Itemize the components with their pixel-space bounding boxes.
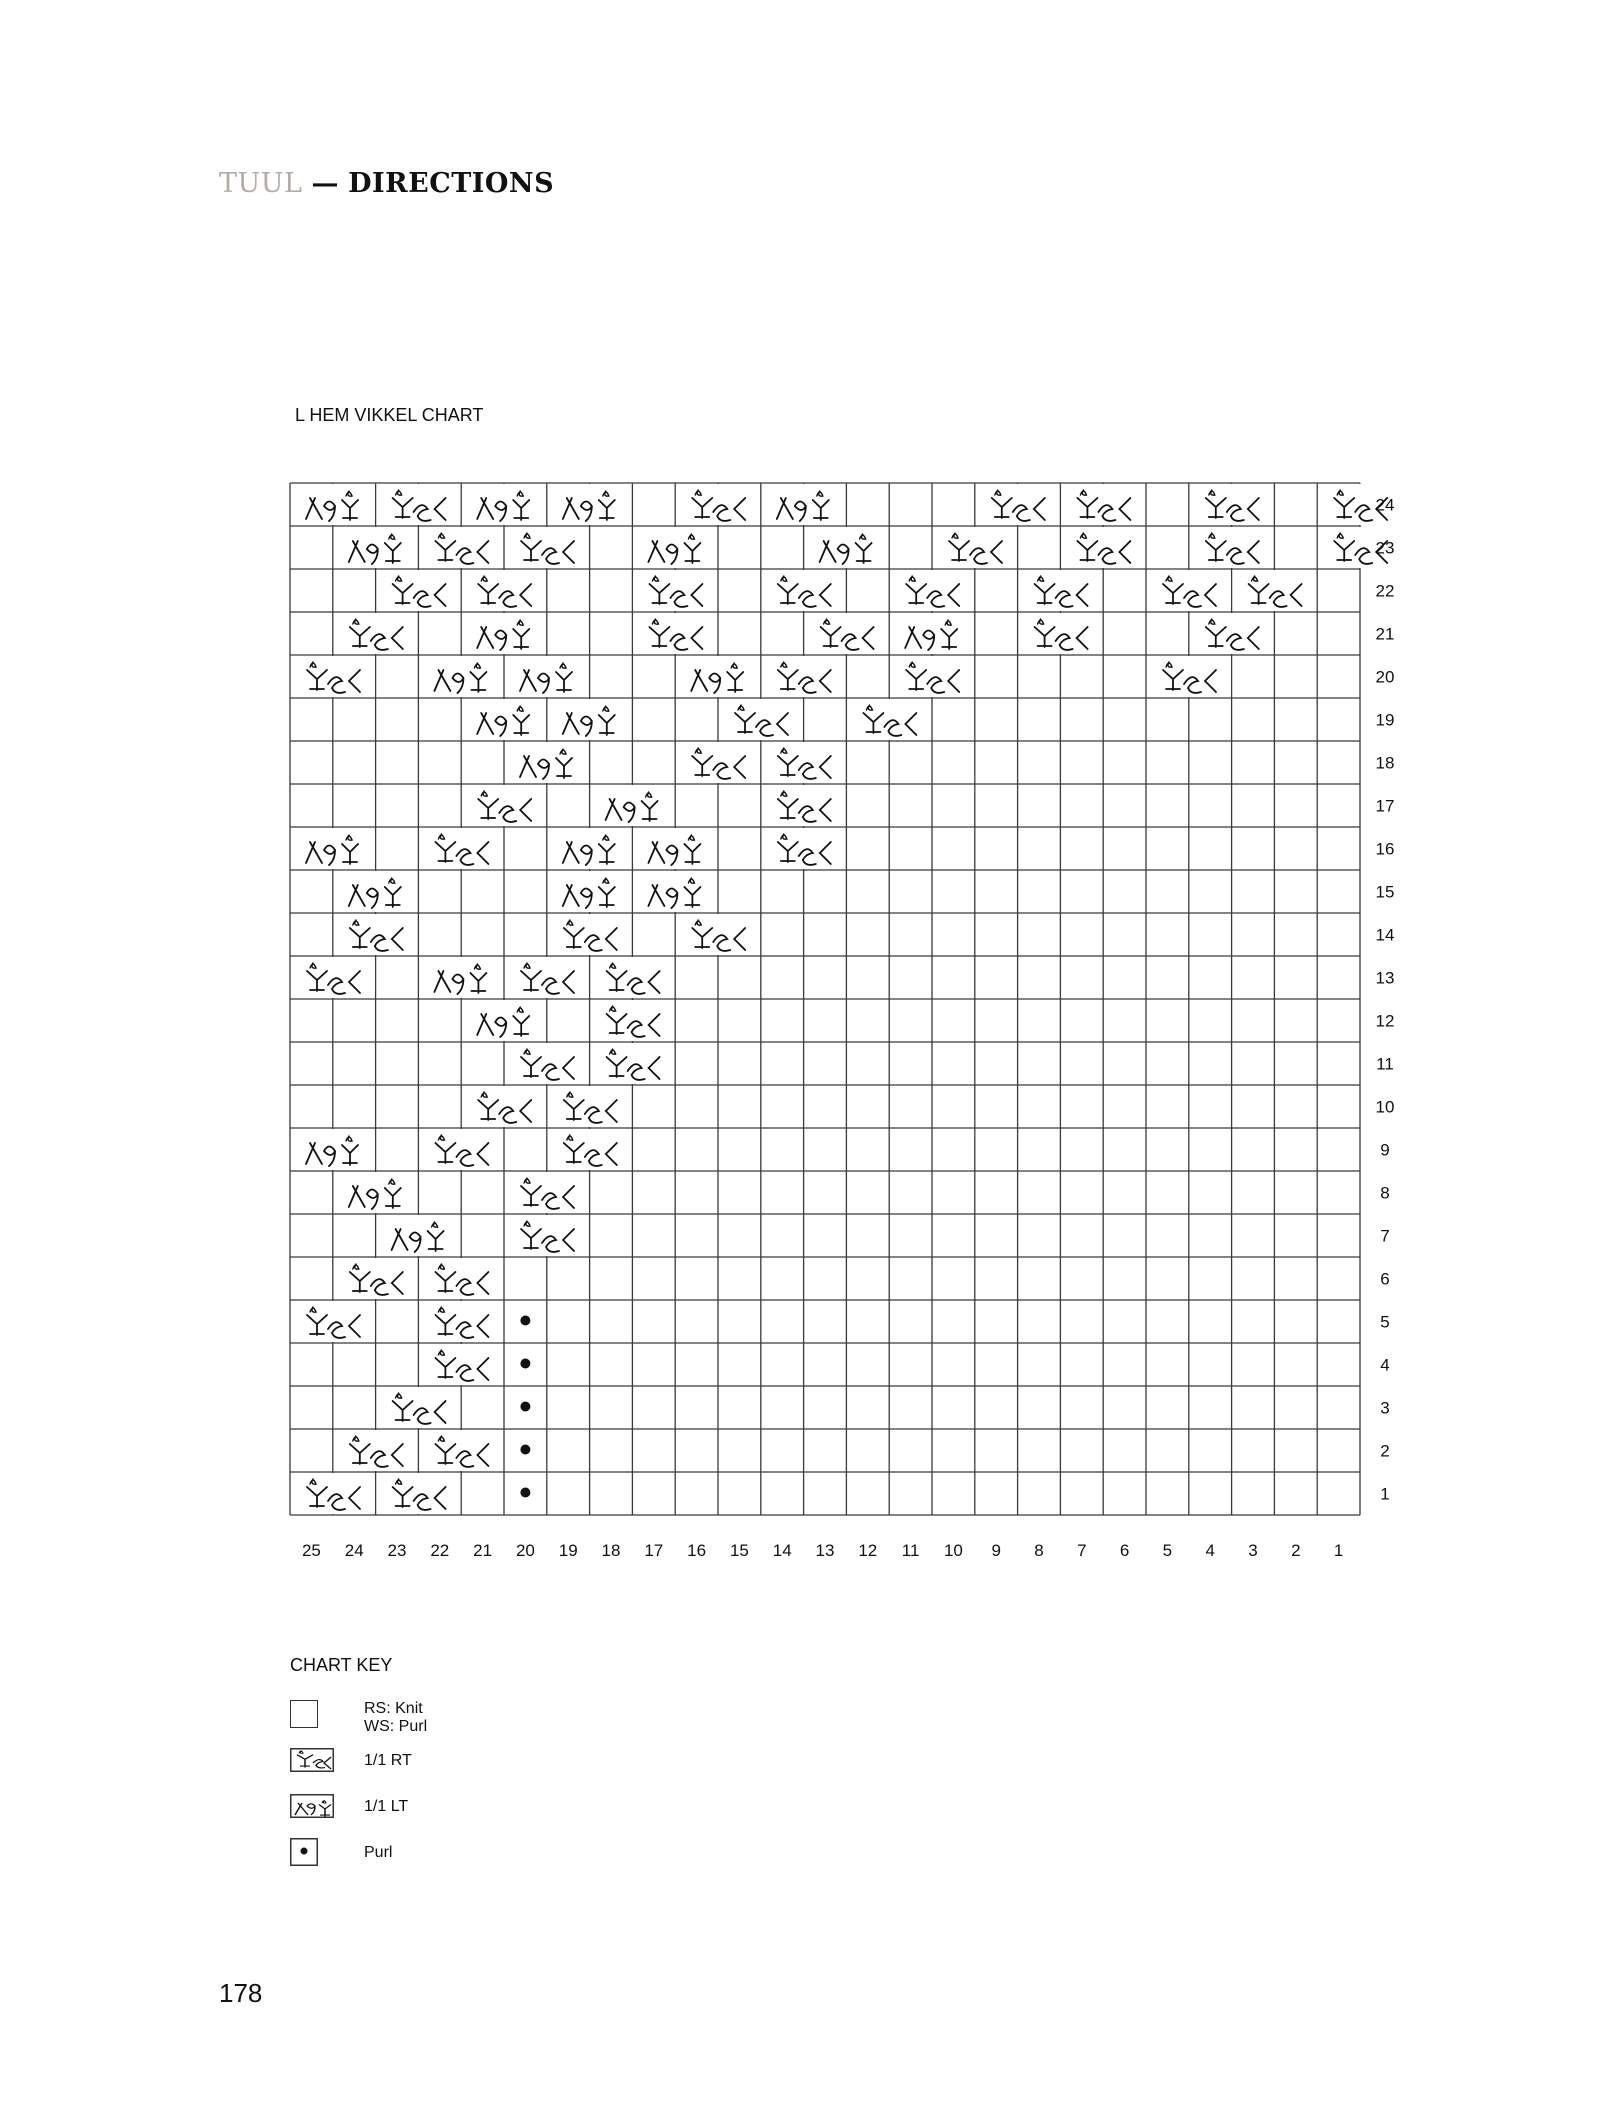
right-twist-symbol-icon bbox=[290, 1748, 334, 1772]
row-label: 11 bbox=[1376, 1054, 1394, 1074]
row-label: 16 bbox=[1375, 839, 1395, 859]
page-number: 178 bbox=[219, 1978, 263, 2008]
left-twist-symbol-icon bbox=[290, 1794, 334, 1818]
chart-title: L HEM VIKKEL CHART bbox=[295, 405, 484, 425]
purl-symbol bbox=[520, 1445, 530, 1455]
row-label: 19 bbox=[1375, 710, 1395, 730]
column-label: 8 bbox=[1034, 1541, 1044, 1560]
purl-symbol bbox=[520, 1316, 530, 1326]
row-label: 9 bbox=[1380, 1140, 1390, 1160]
chart-key-title: CHART KEY bbox=[290, 1655, 393, 1675]
header-dash: — bbox=[311, 168, 340, 199]
row-label: 7 bbox=[1380, 1226, 1390, 1246]
column-label: 25 bbox=[301, 1541, 321, 1560]
key-label-lt: 1/1 LT bbox=[364, 1798, 409, 1815]
row-label: 2 bbox=[1380, 1441, 1390, 1461]
row-label: 6 bbox=[1380, 1269, 1390, 1289]
column-label: 24 bbox=[344, 1541, 364, 1560]
column-label: 23 bbox=[387, 1541, 407, 1560]
row-label: 8 bbox=[1380, 1183, 1390, 1203]
section-title: DIRECTIONS bbox=[348, 168, 555, 199]
column-label: 9 bbox=[991, 1541, 1001, 1560]
column-label: 22 bbox=[430, 1541, 450, 1560]
row-label: 10 bbox=[1375, 1097, 1395, 1117]
column-label: 20 bbox=[515, 1541, 535, 1560]
key-label-rt: 1/1 RT bbox=[364, 1752, 412, 1769]
row-label: 12 bbox=[1375, 1011, 1395, 1031]
row-label: 1 bbox=[1380, 1484, 1390, 1504]
row-label: 23 bbox=[1375, 538, 1395, 558]
row-label: 20 bbox=[1375, 667, 1395, 687]
row-label: 21 bbox=[1375, 624, 1395, 644]
row-label: 14 bbox=[1375, 925, 1395, 945]
key-label-ws: WS: Purl bbox=[364, 1718, 428, 1735]
column-label: 17 bbox=[644, 1541, 664, 1560]
column-label: 14 bbox=[772, 1541, 792, 1560]
column-label: 1 bbox=[1333, 1541, 1344, 1560]
column-label: 16 bbox=[687, 1541, 707, 1560]
row-label: 4 bbox=[1380, 1355, 1390, 1375]
row-label: 3 bbox=[1380, 1398, 1390, 1418]
column-label: 19 bbox=[558, 1541, 578, 1560]
row-label: 22 bbox=[1375, 581, 1395, 601]
column-label: 18 bbox=[601, 1541, 621, 1560]
row-label: 17 bbox=[1375, 796, 1395, 816]
row-label: 24 bbox=[1375, 495, 1395, 515]
purl-symbol-icon bbox=[290, 1838, 318, 1866]
column-label: 21 bbox=[473, 1541, 493, 1560]
column-label: 4 bbox=[1205, 1541, 1215, 1560]
column-label: 10 bbox=[943, 1541, 963, 1560]
key-label-rs: RS: Knit bbox=[364, 1700, 423, 1717]
column-label: 2 bbox=[1291, 1541, 1301, 1560]
column-label: 7 bbox=[1077, 1541, 1087, 1560]
knit-symbol-icon bbox=[290, 1700, 318, 1728]
column-label: 13 bbox=[815, 1541, 835, 1560]
row-label: 15 bbox=[1375, 882, 1395, 902]
column-label: 5 bbox=[1162, 1541, 1173, 1560]
column-label: 11 bbox=[901, 1541, 920, 1560]
purl-symbol bbox=[520, 1359, 530, 1369]
column-label: 15 bbox=[729, 1541, 749, 1560]
row-label: 13 bbox=[1375, 968, 1395, 988]
column-label: 3 bbox=[1248, 1541, 1258, 1560]
column-label: 12 bbox=[858, 1541, 878, 1560]
purl-symbol bbox=[520, 1402, 530, 1412]
row-label: 5 bbox=[1380, 1312, 1390, 1332]
pattern-name: TUUL bbox=[219, 168, 303, 199]
column-label: 6 bbox=[1119, 1541, 1130, 1560]
row-label: 18 bbox=[1375, 753, 1395, 773]
key-label-purl: Purl bbox=[364, 1844, 393, 1861]
key-label-knit bbox=[364, 1700, 427, 1736]
purl-symbol bbox=[520, 1488, 530, 1498]
